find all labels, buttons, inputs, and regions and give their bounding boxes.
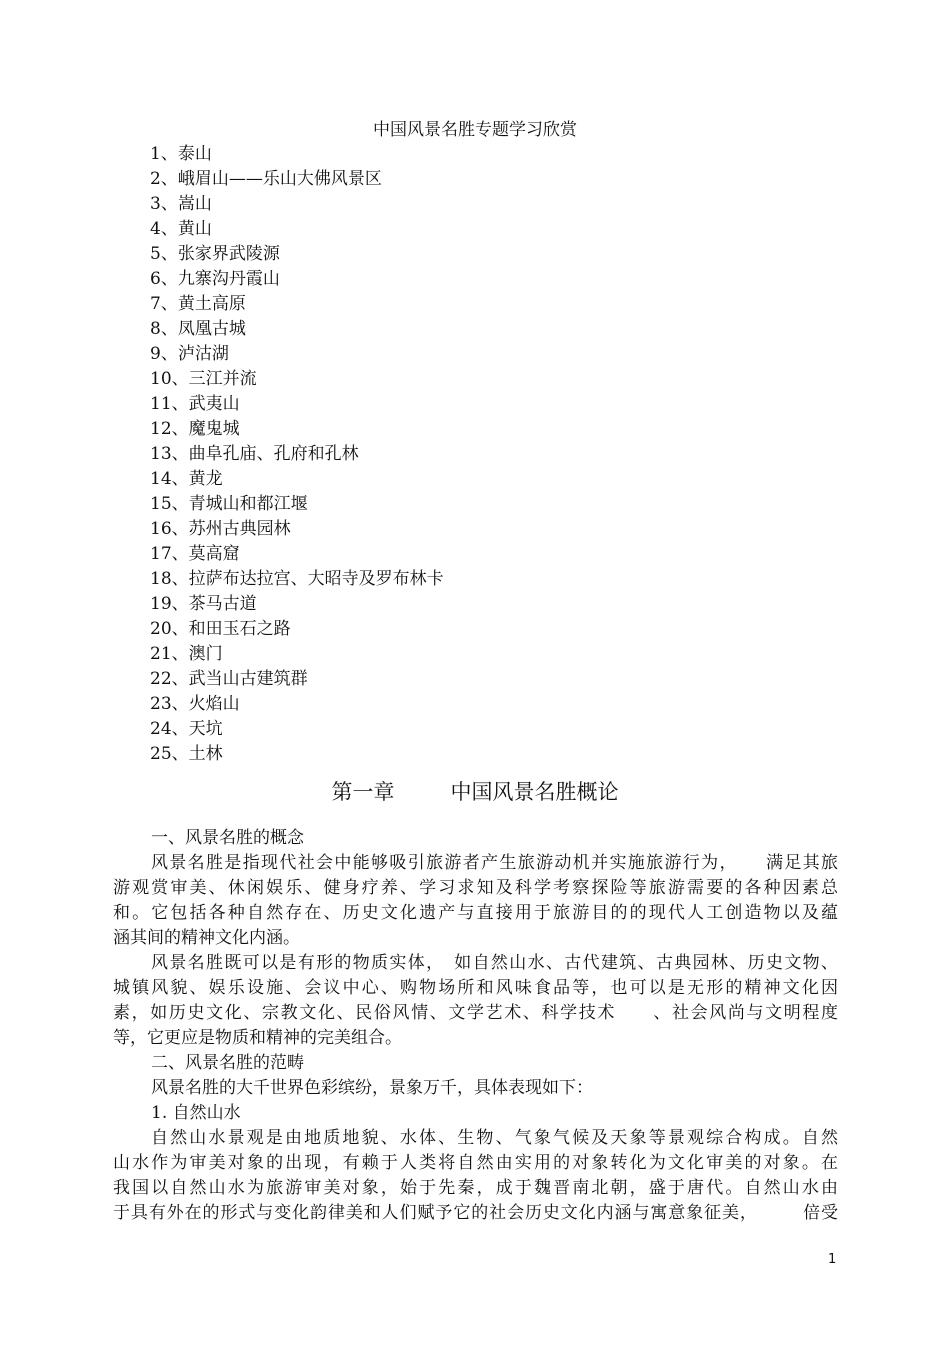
paragraph-line: 素，如历史文化、宗教文化、民俗风情、文学艺术、科学技术 、社会风尚与文明程度 [113,1003,838,1023]
toc-item: 17、莫高窟 [150,544,240,564]
toc-item: 19、茶马古道 [150,594,257,614]
toc-item: 25、土林 [150,744,223,764]
toc-item: 12、魔鬼城 [150,419,240,439]
paragraph-line: 山水作为审美对象的出现，有赖于人类将自然由实用的对象转化为文化审美的对象。在 [113,1153,838,1173]
paragraph-line: 自然山水景观是由地质地貌、水体、生物、气象气候及天象等景观综合构成。自然 [151,1128,838,1148]
paragraph-line: 风景名胜的大千世界色彩缤纷，景象万千，具体表现如下： [151,1078,593,1098]
toc-item: 7、黄土高原 [150,294,246,314]
toc-item: 13、曲阜孔庙、孔府和孔林 [150,444,359,464]
toc-item: 2、峨眉山——乐山大佛风景区 [150,169,382,189]
paragraph-line: 等，它更应是物质和精神的完美组合。 [113,1028,402,1048]
toc-item: 8、凤凰古城 [150,319,246,339]
chapter-title: 中国风景名胜概论 [450,780,619,804]
toc-item: 11、武夷山 [150,394,240,414]
toc-item: 10、三江并流 [150,369,257,389]
subsection-heading: 1. 自然山水 [151,1103,241,1123]
toc-item: 15、青城山和都江堰 [150,494,308,514]
section-heading: 一、风景名胜的概念 [151,828,304,848]
paragraph-line: 和。它包括各种自然存在、历史文化遗产与直接用于旅游目的的现代人工创造物以及蕴 [113,903,838,923]
paragraph-line: 涵其间的精神文化内涵。 [113,928,300,948]
toc-item: 5、张家界武陵源 [150,244,280,264]
section-heading: 二、风景名胜的范畴 [151,1053,304,1073]
toc-item: 6、九寨沟丹霞山 [150,269,280,289]
toc-item: 9、泸沽湖 [150,344,229,364]
page-number: 1 [828,1252,837,1267]
paragraph-line: 我国以自然山水为旅游审美对象，始于先秦，成于魏晋南北朝，盛于唐代。自然山水由 [113,1178,838,1198]
chapter-heading [0,776,950,808]
document-title: 中国风景名胜专题学习欣赏 [373,120,577,140]
toc-item: 1、泰山 [150,144,212,164]
toc-item: 21、澳门 [150,644,223,664]
chapter-number: 第一章 [331,780,395,804]
toc-item: 16、苏州古典园林 [150,519,291,539]
paragraph-line: 风景名胜是指现代社会中能够吸引旅游者产生旅游动机并实施旅游行为， 满足其旅 [151,853,838,873]
paragraph-line: 游观赏审美、休闲娱乐、健身疗养、学习求知及科学考察探险等旅游需要的各种因素总 [113,878,838,898]
paragraph-line: 于具有外在的形式与变化韵律美和人们赋予它的社会历史文化内涵与寓意象征美， 倍受 [113,1203,838,1223]
paragraph-line: 风景名胜既可以是有形的物质实体， 如自然山水、古代建筑、古典园林、历史文物、 [151,953,838,973]
toc-item: 3、嵩山 [150,194,212,214]
toc-item: 23、火焰山 [150,694,240,714]
toc-item: 22、武当山古建筑群 [150,669,308,689]
paragraph-line: 城镇风貌、娱乐设施、会议中心、购物场所和风味食品等，也可以是无形的精神文化因 [113,978,838,998]
toc-item: 4、黄山 [150,219,212,239]
toc-item: 24、天坑 [150,719,223,739]
toc-item: 18、拉萨布达拉宫、大昭寺及罗布林卡 [150,569,444,589]
table-of-contents [150,142,444,767]
body-text [113,826,838,1226]
toc-item: 20、和田玉石之路 [150,619,291,639]
toc-item: 14、黄龙 [150,469,223,489]
